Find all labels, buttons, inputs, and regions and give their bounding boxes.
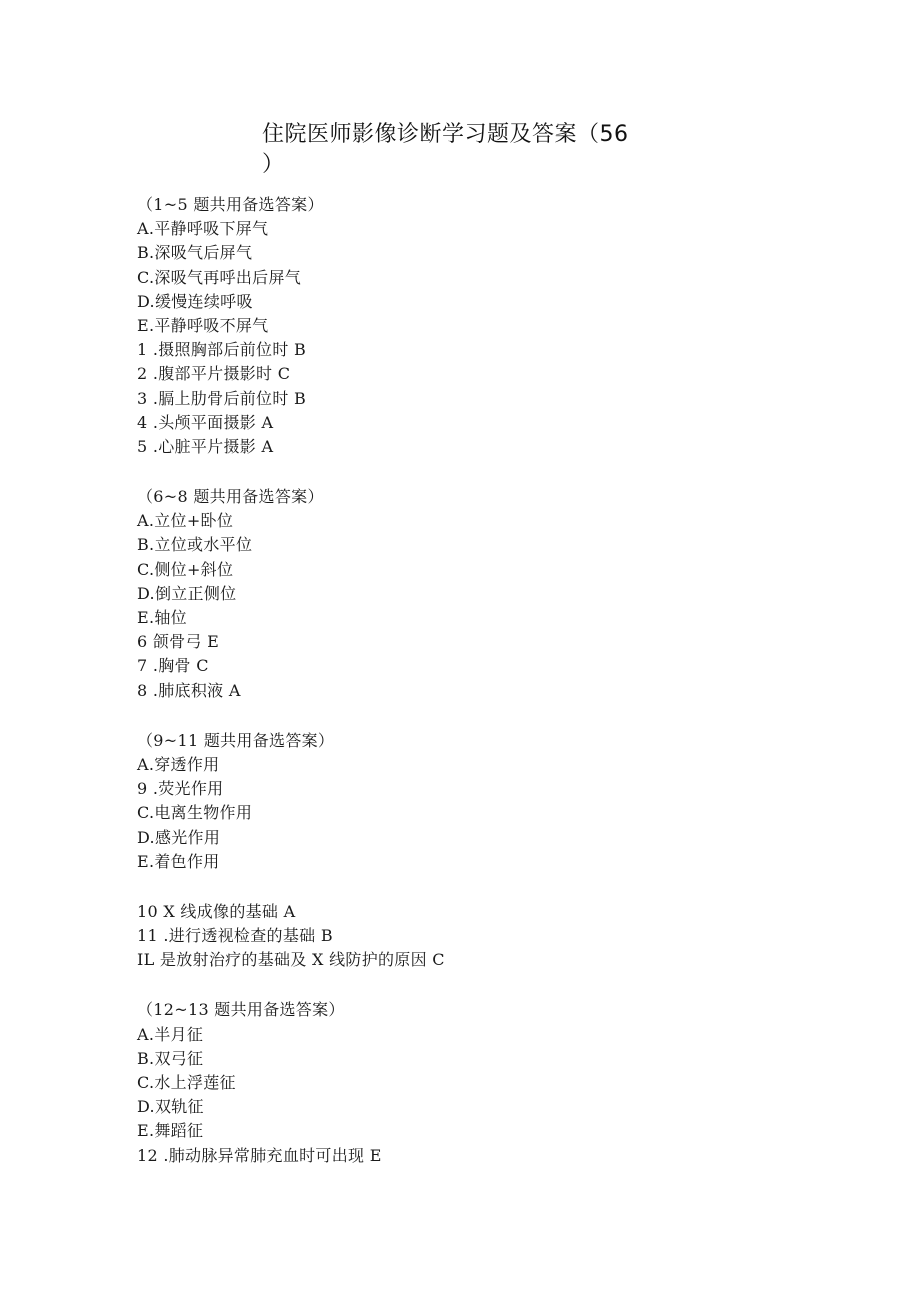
section-gap [137,459,837,485]
section-gap [137,972,837,998]
option-e: E.着色作用 [137,851,220,871]
option-e: E.舞蹈征 [137,1121,204,1141]
option-b: B.立位或水平位 [137,535,253,555]
question-group-1-5 [137,193,837,459]
document-title-continuation: ） [262,152,285,177]
option-e: E.平静呼吸不屏气 [137,315,269,335]
option-b: 9 .荧光作用 [137,779,224,799]
question-group-12-13 [137,998,837,1167]
option-a: A.平静呼吸下屏气 [137,219,269,239]
question-11b: IL 是放射治疗的基础及 X 线防护的原因 C [137,950,445,970]
section-gap [137,874,837,900]
question-3: 3 .膈上肋骨后前位时 B [137,388,307,408]
question-7: 7 .胸骨 C [137,656,209,676]
question-2: 2 .腹部平片摄影时 C [137,364,291,384]
option-e: E.轴位 [137,608,187,627]
option-d: D.缓慢连续呼吸 [137,291,253,311]
question-11: 11 .进行透视检查的基础 B [137,926,333,946]
question-12: 12 .肺动脉异常肺充血时可出现 E [137,1145,382,1165]
group-header: （1~5 题共用备选答案） [137,195,324,214]
question-1: 1 .摄照胸部后前位时 B [137,340,307,360]
question-4: 4 .头颅平面摄影 A [137,412,274,432]
question-group-9-11-questions [137,900,837,973]
option-d: D.倒立正侧位 [137,583,237,603]
group-header: （6~8 题共用备选答案） [137,487,324,507]
section-gap [137,703,837,729]
document-body [137,193,837,1168]
question-8: 8 .肺底积液 A [137,680,241,700]
option-c: C.电离生物作用 [137,803,253,823]
question-10: 10 X 线成像的基础 A [137,901,296,921]
option-a: A.半月征 [137,1024,204,1044]
question-5: 5 .心脏平片摄影 A [137,436,274,456]
option-b: B.深吸气后屏气 [137,243,253,263]
option-c: C.水上浮莲征 [137,1073,236,1092]
question-group-6-8 [137,485,837,703]
document-title: 住院医师影像诊断学习题及答案（56 [262,122,629,147]
group-header: （12~13 题共用备选答案） [137,1000,345,1020]
group-header: （9~11 题共用备选答案） [137,730,335,750]
option-c: C.深吸气再呼出后屏气 [137,267,302,287]
option-a: A.立位+卧位 [137,511,234,531]
question-group-9-11 [137,729,837,874]
option-d: D.双轨征 [137,1097,204,1117]
option-d: D.感光作用 [137,827,221,847]
question-6: 6 颌骨弓 E [137,632,220,652]
option-c: C.侧位+斜位 [137,559,234,579]
option-b: B.双弓征 [137,1048,204,1068]
option-a: A.穿透作用 [137,754,220,774]
